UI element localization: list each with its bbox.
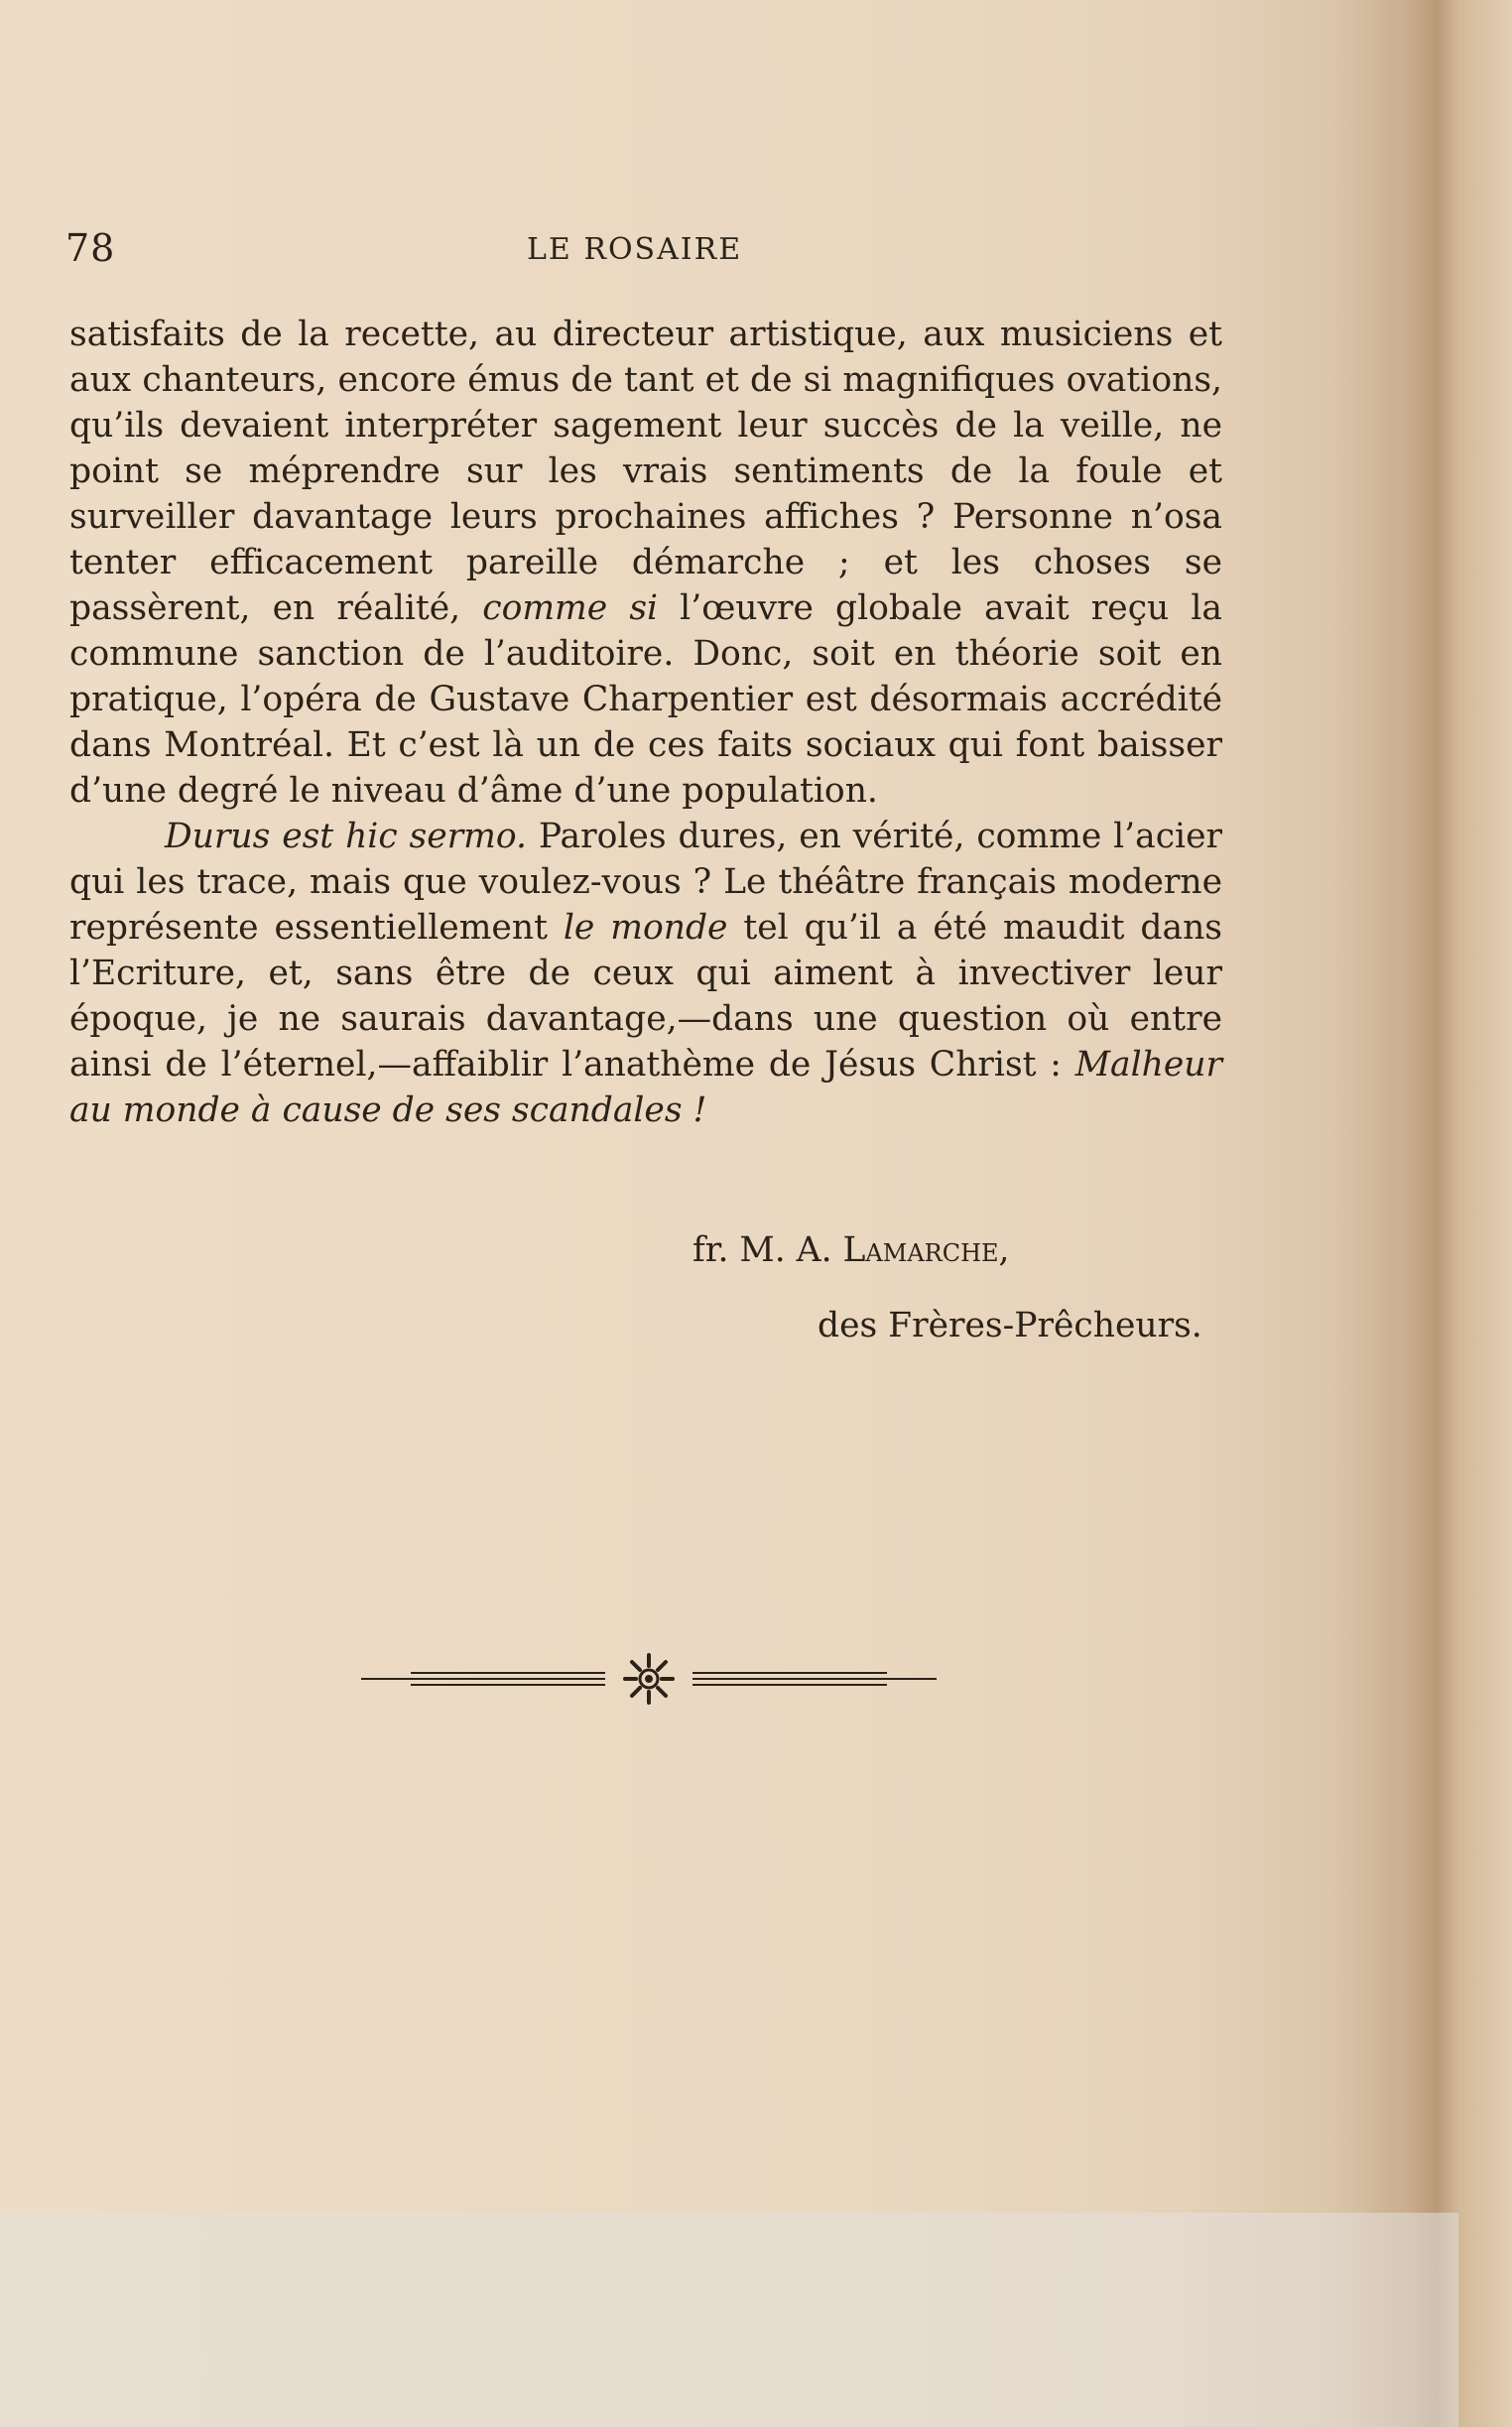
paragraph-2-text-d: tel qu’il a été maudit dans l’Ecriture, et, sans être de ceux qui aiment à invectiver leur époque, je ne saurais davantage,—dans une question où entre ainsi de l’éternel,—affaiblir l’anathème de Jésus Christ :: [69, 908, 1222, 1085]
signature-surname: Lamarche: [842, 1230, 999, 1270]
paragraph-2-scripture-quote: Malheur au monde à cause de ses scandales !: [69, 1045, 1222, 1130]
ornament-rule-right: [693, 1673, 937, 1685]
page-number: 78: [65, 226, 116, 270]
signature-suffix: ,: [998, 1230, 1010, 1270]
scan-margin: [0, 2213, 1458, 2427]
author-signature: [685, 1213, 1240, 1363]
ornament-star: [625, 1655, 673, 1703]
article-body: [69, 312, 1222, 1133]
paragraph-2-latin-quote: Durus est hic sermo.: [165, 817, 527, 856]
paragraph-2-emphasis: le monde: [563, 908, 728, 948]
ornament-rule-left: [361, 1673, 605, 1685]
signature-prefix: fr. M. A.: [693, 1230, 843, 1270]
signature-name-line: [685, 1213, 1240, 1288]
paragraph-2-text-b: Paroles dures, en vérité, comme l’acier qui les trace, mais que voulez-vous ? Le théâtre français moderne représente essentiellement: [69, 817, 1222, 948]
sunburst-ornament-icon: [361, 1651, 937, 1711]
paragraph-1-emphasis: comme si: [482, 588, 659, 628]
paragraph-1: [69, 312, 1222, 814]
paragraph-2: [69, 814, 1222, 1133]
page-header: [65, 226, 1226, 286]
signature-order-line: des Frères-Prêcheurs.: [818, 1306, 1202, 1345]
paragraph-1-text-a: satisfaits de la recette, au directeur artistique, aux musiciens et aux chanteurs, encore émus de tant et de si magnifiques ovations, qu’ils devaient interpréter sagement leur succès de la veille, ne point se méprendre sur les vrais sentiments de la foule et surveiller davantage leurs prochaines affiches ? Personne n’osa tenter efficacement pareille démarche ; et les choses se passèrent, en réalité,: [69, 315, 1222, 628]
running-title: LE ROSAIRE: [527, 232, 743, 267]
paragraph-1-text-c: l’œuvre globale avait reçu la commune sanction de l’auditoire. Donc, soit en théorie soit en pratique, l’opéra de Gustave Charpentier est désormais accrédité dans Montréal. Et c’est là un de ces faits sociaux qui font baisser d’une degré le niveau d’âme d’une population.: [69, 588, 1222, 811]
